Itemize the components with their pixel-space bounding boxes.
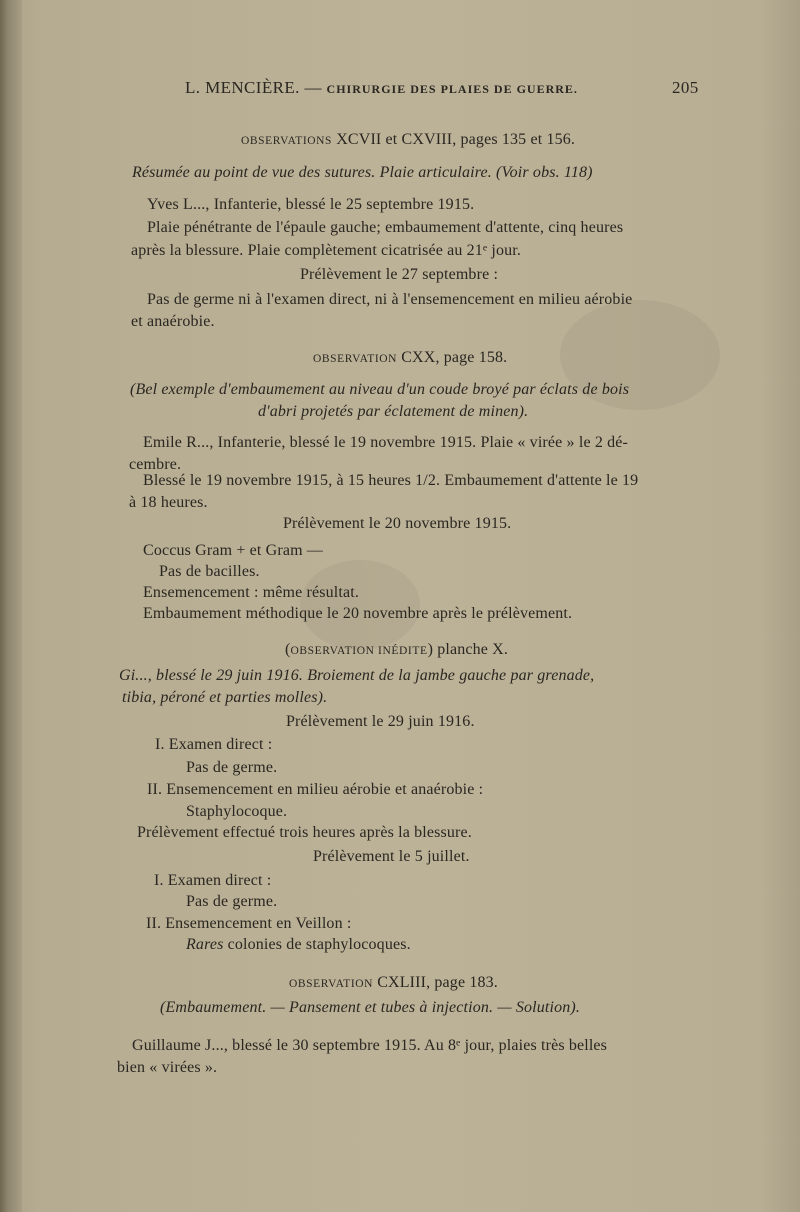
paragraph: Yves L..., Infanterie, blessé le 25 septembre 1915. [147, 196, 475, 213]
heading-paren: ( [285, 641, 291, 658]
heading-smallcaps: OBSERVATIONS [241, 135, 333, 147]
exam-result [186, 935, 411, 955]
paragraph: Blessé le 19 novembre 1915, à 15 heures 1/2. Embaumement d'attente le 19 [143, 472, 639, 489]
heading-text: CXLIII, page 183. [377, 974, 498, 991]
paragraph: bien « virées ». [117, 1059, 218, 1076]
sampling-line: Prélèvement le 27 septembre : [300, 266, 499, 283]
heading-text: ) planche X. [427, 641, 509, 658]
exam-result: Pas de germe. [186, 893, 278, 910]
result-line: Embaumement méthodique le 20 novembre après le prélèvement. [143, 605, 573, 622]
book-spine-shadow [0, 0, 22, 1212]
observation-1-subtitle: Résumée au point de vue des sutures. Plaie articulaire. (Voir obs. 118) [132, 164, 593, 181]
heading-smallcaps: OBSERVATION [289, 978, 374, 990]
heading-smallcaps: OBSERVATION INÉDITE [290, 645, 428, 657]
observation-3-subtitle: Gi..., blessé le 29 juin 1916. Broiement de la jambe gauche par grenade, [119, 667, 595, 684]
exam-line: I. Examen direct : [154, 872, 272, 889]
paragraph: Pas de germe ni à l'examen direct, ni à l'ensemencement en milieu aérobie [147, 291, 633, 308]
running-header [185, 78, 578, 99]
observation-heading-4 [289, 973, 498, 994]
note-line: Prélèvement effectué trois heures après la blessure. [137, 824, 472, 841]
observation-4-subtitle: (Embaumement. — Pansement et tubes à injection. — Solution). [160, 999, 581, 1016]
exam-line: I. Examen direct : [155, 736, 273, 753]
observation-3-subtitle: tibia, péroné et parties molles). [122, 689, 328, 706]
paragraph: et anaérobie. [131, 313, 215, 330]
sampling-line: Prélèvement le 29 juin 1916. [286, 713, 475, 730]
paragraph: après la blessure. Plaie complètement cicatrisée au 21ᵉ jour. [131, 242, 522, 259]
observation-heading-2 [313, 348, 507, 369]
header-title: CHIRURGIE DES PLAIES DE GUERRE. [326, 82, 578, 96]
header-dash: — [304, 78, 322, 97]
result-line: Pas de bacilles. [159, 563, 260, 580]
paragraph: Emile R..., Infanterie, blessé le 19 novembre 1915. Plaie « virée » le 2 dé- [143, 434, 629, 451]
result-text: colonies de staphylocoques. [223, 936, 411, 953]
paragraph: à 18 heures. [129, 494, 208, 511]
heading-smallcaps: OBSERVATION [313, 353, 398, 365]
observation-2-subtitle: d'abri projetés par éclatement de minen). [258, 403, 529, 420]
observation-heading-3 [285, 640, 508, 661]
exam-result: Pas de germe. [186, 759, 278, 776]
paragraph: Plaie pénétrante de l'épaule gauche; embaumement d'attente, cinq heures [147, 219, 624, 236]
result-line: Coccus Gram + et Gram — [143, 542, 323, 559]
page-number: 205 [672, 78, 699, 97]
header-author: L. MENCIÈRE. [185, 78, 300, 97]
italic-word: Rares [186, 936, 224, 953]
paragraph: Guillaume J..., blessé le 30 septembre 1915. Au 8ᵉ jour, plaies très belles [132, 1037, 608, 1054]
exam-line: II. Ensemencement en Veillon : [146, 915, 352, 932]
observation-2-subtitle: (Bel exemple d'embaumement au niveau d'un coude broyé par éclats de bois [130, 381, 630, 398]
result-line: Ensemencement : même résultat. [143, 584, 359, 601]
paragraph: cembre. [129, 456, 182, 473]
sampling-line: Prélèvement le 5 juillet. [313, 848, 470, 865]
exam-line: II. Ensemencement en milieu aérobie et anaérobie : [147, 781, 484, 798]
sampling-line: Prélèvement le 20 novembre 1915. [283, 515, 512, 532]
heading-text: XCVII et CXVIII, pages 135 et 156. [336, 131, 576, 148]
exam-result: Staphylocoque. [186, 803, 288, 820]
heading-text: CXX, page 158. [401, 349, 508, 366]
observation-heading-1 [241, 130, 575, 151]
